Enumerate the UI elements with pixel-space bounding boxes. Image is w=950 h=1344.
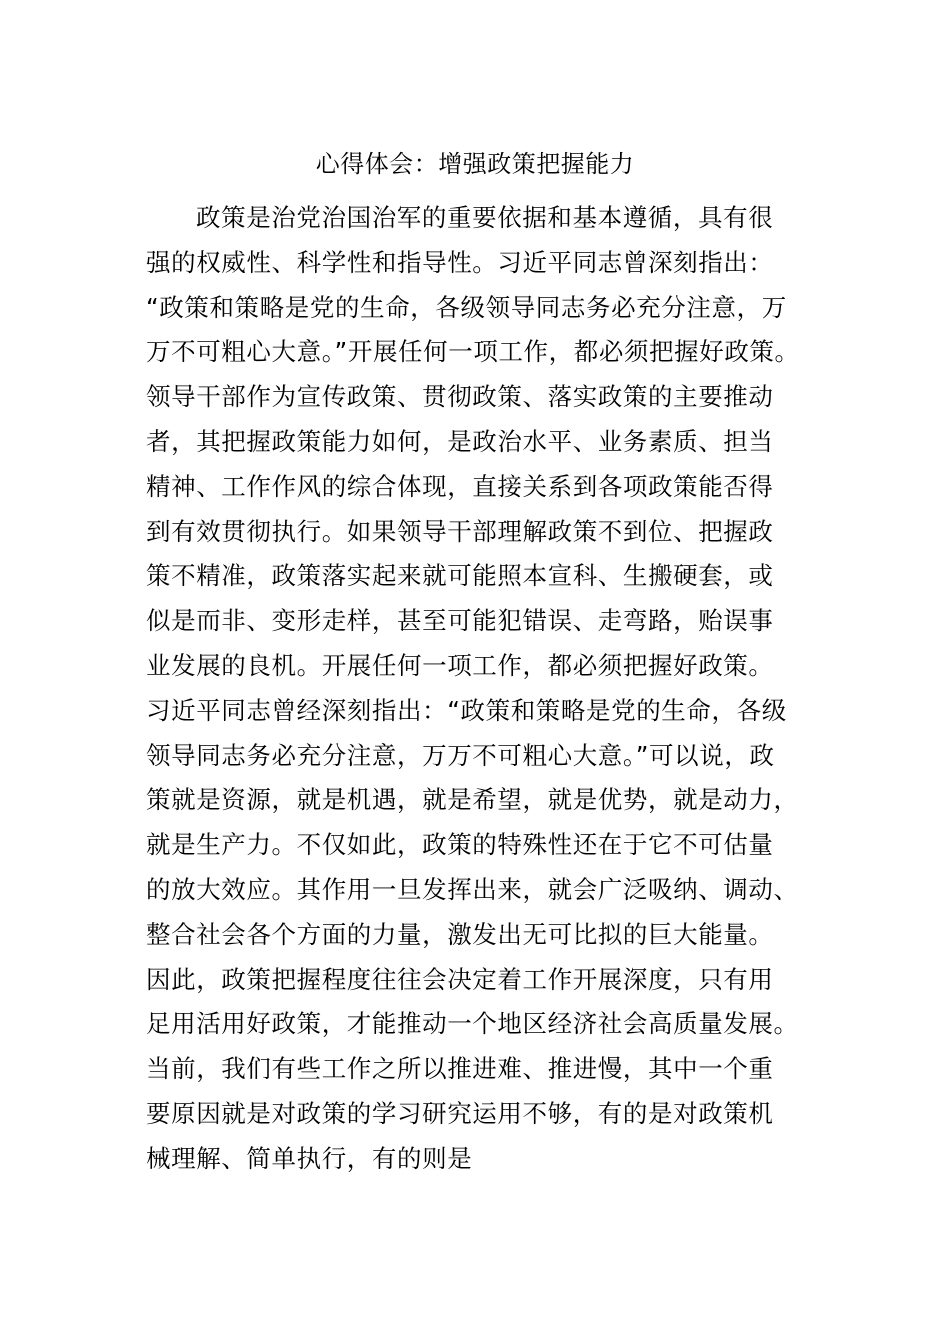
body-line: 当前，我们有些工作之所以推进难、推进慢，其中一个重 [146,1054,774,1084]
body-line: “政策和策略是党的生命，各级领导同志务必充分注意，万 [146,292,787,322]
body-line: 业发展的良机。开展任何一项工作，都必须把握好政策。 [146,650,774,680]
body-line: 的放大效应。其作用一旦发挥出来，就会广泛吸纳、调动、 [146,874,799,904]
body-line: 就是生产力。不仅如此，政策的特殊性还在于它不可估量 [146,830,774,860]
body-line: 整合社会各个方面的力量，激发出无可比拟的巨大能量。 [146,919,774,949]
body-line: 策就是资源，就是机遇，就是希望，就是优势，就是动力， [146,785,799,815]
body-line: 习近平同志曾经深刻指出：“政策和策略是党的生命，各级 [146,695,787,725]
body-line: 政策是治党治国治军的重要依据和基本遵循，具有很 [196,203,774,232]
body-line: 领导干部作为宣传政策、贯彻政策、落实政策的主要推动 [146,382,774,412]
body-line: 万不可粗心大意。”开展任何一项工作，都必须把握好政策。 [146,337,800,367]
body-line: 足用活用好政策，才能推动一个地区经济社会高质量发展。 [146,1009,799,1039]
body-line: 强的权威性、科学性和指导性。习近平同志曾深刻指出： [146,247,774,277]
body-line: 因此，政策把握程度往往会决定着工作开展深度，只有用 [146,964,774,994]
document-title: 心得体会：增强政策把握能力 [315,150,635,178]
body-line: 似是而非、变形走样，甚至可能犯错误、走弯路，贻误事 [146,606,774,636]
body-line: 者，其把握政策能力如何，是政治水平、业务素质、担当 [146,426,774,456]
body-line: 要原因就是对政策的学习研究运用不够，有的是对政策机 [146,1098,774,1128]
body-line: 策不精准，政策落实起来就可能照本宣科、生搬硬套，或 [146,561,774,591]
body-line: 械理解、简单执行，有的则是 [146,1143,473,1173]
document-body [146,196,816,1182]
body-line: 到有效贯彻执行。如果领导干部理解政策不到位、把握政 [146,516,774,546]
body-line: 领导同志务必充分注意，万万不可粗心大意。”可以说，政 [146,740,775,770]
body-line: 精神、工作作风的综合体现，直接关系到各项政策能否得 [146,471,774,501]
